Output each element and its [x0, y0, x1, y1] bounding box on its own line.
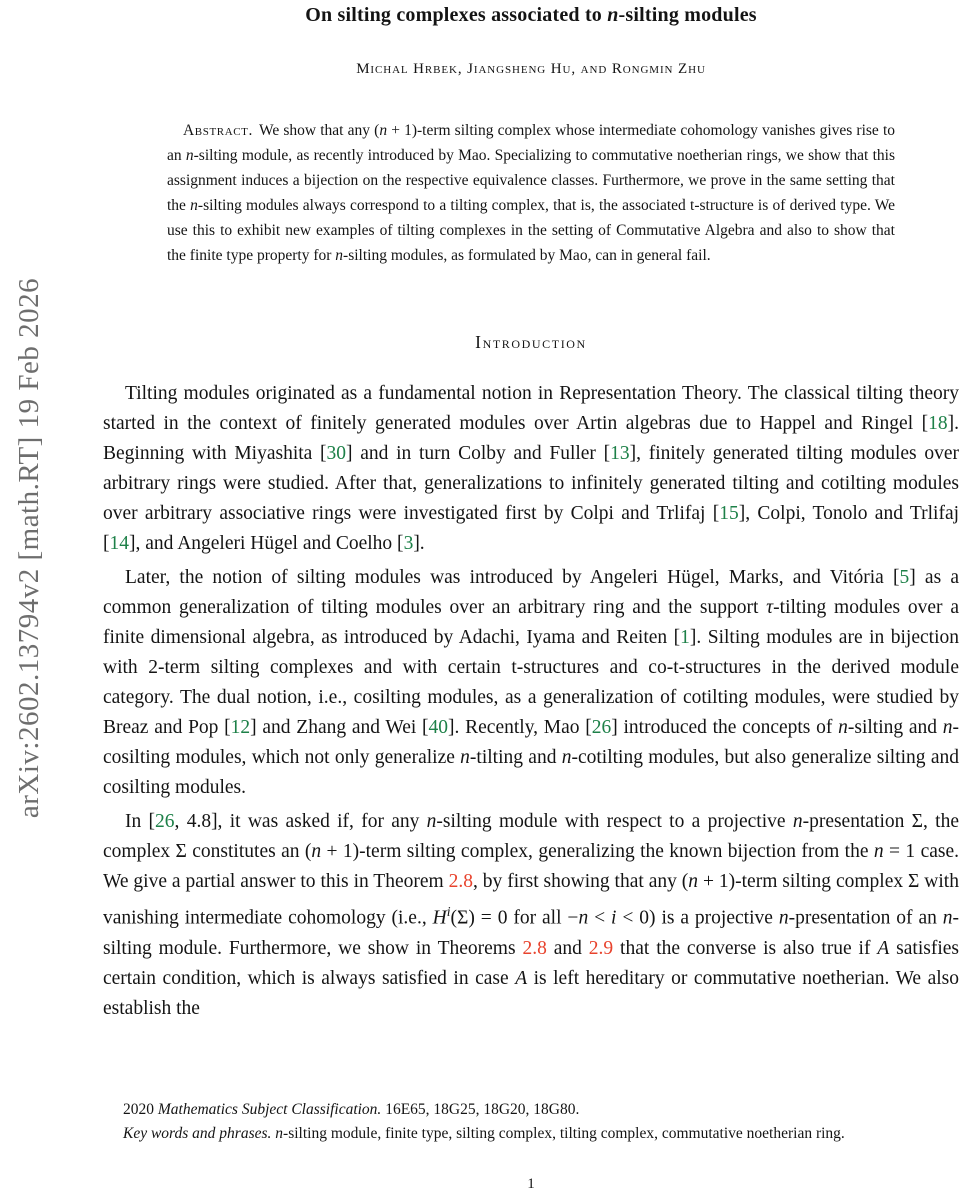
math-variable: H: [432, 907, 447, 929]
text-run: ] introduced the concepts of: [611, 717, 839, 738]
math-variable: n: [778, 907, 789, 929]
citation-link[interactable]: 1: [680, 627, 690, 648]
footnote-msc: [103, 1098, 959, 1122]
text-run: ], Colpi, Tonolo and Trlifaj [: [103, 503, 960, 554]
math-variable: A: [515, 967, 528, 989]
text-run: + 1)-term silting complex Σ with vanishing intermediate cohomology (i.e.,: [103, 871, 959, 929]
math-variable: n: [873, 841, 884, 862]
math-variable: n: [688, 871, 699, 892]
intro-paragraph-2: [103, 563, 959, 803]
math-variable: n: [379, 122, 388, 139]
theorem-ref-link[interactable]: 2.8: [522, 937, 547, 959]
math-variable: n: [607, 4, 619, 26]
text-run: -silting modules always correspond to a tilting complex, that is, the associated t-structure is of derived type. We use this to exhibit new examples of tilting complexes in the setting of Commutative Algebra and also to show that the finite type property for: [167, 197, 896, 264]
citation-link[interactable]: 3: [403, 533, 414, 554]
text-run: -presentation of an: [788, 907, 943, 929]
page-number: 1: [527, 1176, 535, 1192]
intro-paragraph-3: [103, 807, 959, 1024]
citation-link[interactable]: 26: [155, 811, 175, 832]
math-variable: n: [561, 747, 572, 768]
text-run: Later, the notion of silting modules was introduced by Angeleri Hügel, Marks, and Vitória [: [125, 567, 900, 588]
math-variable: n: [275, 1125, 284, 1142]
text-run: -silting module. Furthermore, we show in Theorems: [103, 907, 960, 959]
paper-authors: Michal Hrbek, Jiangsheng Hu, and Rongmin Zhu: [356, 61, 706, 77]
text-run: -silting module with respect to a projective: [436, 811, 793, 832]
theorem-ref-link[interactable]: 2.8: [448, 871, 473, 892]
text-run: -cosilting modules, which not only generalize: [103, 717, 959, 768]
section-heading-introduction: Introduction: [475, 332, 587, 352]
citation-link[interactable]: 40: [428, 717, 449, 738]
arxiv-watermark: arXiv:2602.13794v2 [math.RT] 19 Feb 2026: [13, 277, 45, 819]
text-run: = 1 case. We give a partial answer to this in Theorem: [103, 841, 960, 892]
text-run: , 4.8], it was asked if, for any: [174, 811, 427, 832]
citation-link[interactable]: 14: [109, 533, 129, 554]
text-run: Tilting modules originated as a fundamental notion in Representation Theory. The classical tilting theory started in the context of finitely generated modules over Artin algebras due to Happel and Ringel [: [103, 383, 959, 434]
text-run: -silting module, as recently introduced by Mao. Specializing to commutative noetherian rings, we show that this assignment induces a bijection on the respective equivalence classes. Furthermore, we prove in the same setting that the: [167, 147, 895, 214]
text-run: that the converse is also true if: [613, 937, 878, 959]
theorem-ref-link[interactable]: 2.9: [588, 937, 614, 959]
text-run: < 0) is a projective: [616, 907, 779, 929]
text-run: 16E65, 18G25, 18G20, 18G80.: [381, 1101, 580, 1118]
text-run: -silting modules: [618, 4, 757, 26]
math-variable: Key words and phrases.: [123, 1125, 272, 1142]
footnote-keywords: [103, 1122, 959, 1146]
math-variable: n: [578, 907, 589, 929]
text-run: and: [546, 937, 589, 959]
text-run: satisfies certain condition, which is always satisfied in case: [103, 937, 959, 989]
math-variable: n: [311, 841, 322, 862]
text-run: 2020: [123, 1101, 158, 1118]
math-variable: n: [185, 147, 194, 164]
math-variable: n: [792, 811, 803, 832]
text-run: -silting module, finite type, silting complex, tilting complex, commutative noetherian ring.: [283, 1125, 845, 1142]
math-variable: A: [877, 937, 890, 959]
text-run: , by first showing that any (: [472, 871, 689, 892]
citation-link[interactable]: 26: [591, 717, 612, 738]
text-run: + 1)-term silting complex whose intermediate cohomology vanishes gives rise to an: [167, 122, 895, 164]
text-run: ]. Silting modules are in bijection with 2-term silting complexes and with certain t-structures and co-t-structures in the derived module category. The dual notion, i.e., cosilting modules, as a generalization of cotilting modules, were studied by Breaz and Pop [: [103, 627, 959, 738]
text-run: In [: [125, 811, 156, 832]
citation-link[interactable]: 18: [928, 413, 948, 434]
text-run: ] and in turn Colby and Fuller [: [346, 443, 611, 464]
citation-link[interactable]: 5: [899, 567, 910, 588]
math-variable: n: [942, 717, 953, 738]
math-superscript: i: [446, 904, 451, 919]
paper-content: [103, 0, 959, 1028]
text-run: ].: [413, 533, 425, 554]
text-run: + 1)-term silting complex, generalizing the known bijection from the: [321, 841, 874, 862]
math-variable: i: [611, 907, 617, 929]
citation-link[interactable]: 30: [326, 443, 347, 464]
abstract-label: Abstract.: [183, 122, 253, 139]
text-run: -cotilting modules, but also generalize silting and cosilting modules.: [103, 747, 959, 798]
math-variable: n: [460, 747, 470, 768]
math-variable: n: [426, 811, 437, 832]
citation-link[interactable]: 13: [610, 443, 630, 464]
math-variable: n: [838, 717, 848, 738]
text-run: -tilting modules over a finite dimensional algebra, as introduced by Adachi, Iyama and Reiten [: [103, 597, 959, 648]
text-run: -presentation Σ, the complex Σ constitutes an (: [103, 811, 959, 862]
math-variable: n: [942, 907, 953, 929]
footnote-block: [103, 1098, 959, 1146]
text-run: We show that any (: [258, 122, 380, 139]
text-run: <: [588, 907, 612, 929]
text-run: ]. Recently, Mao [: [448, 717, 592, 738]
text-run: -silting modules, as formulated by Mao, can in general fail.: [343, 247, 711, 264]
paper-title: [103, 0, 959, 27]
text-run: ], finitely generated tilting modules over arbitrary rings were studied. After that, generalizations to infinitely generated tilting and cotilting modules over arbitrary associative rings were investigated first by Colpi and Trlifaj [: [103, 443, 959, 524]
text-run: ]. Beginning with Miyashita [: [103, 413, 959, 464]
citation-link[interactable]: 15: [719, 503, 739, 524]
citation-link[interactable]: 12: [230, 717, 251, 738]
text-run: (Σ) = 0 for all −: [450, 907, 579, 929]
math-variable: n: [335, 247, 344, 264]
text-run: ] as a common generalization of tilting modules over an arbitrary ring and the support: [103, 567, 959, 618]
text-run: ] and Zhang and Wei [: [250, 717, 429, 738]
text-run: ], and Angeleri Hügel and Coelho [: [129, 533, 404, 554]
intro-paragraph-1: [103, 379, 959, 559]
text-run: On silting complexes associated to: [305, 4, 608, 26]
math-variable: τ: [766, 597, 774, 618]
text-run: -silting and: [847, 717, 943, 738]
text-run: is left hereditary or commutative noetherian. We also establish the: [103, 967, 959, 1019]
math-variable: n: [190, 197, 198, 214]
abstract-text: [167, 122, 895, 264]
math-variable: Mathematics Subject Classification.: [157, 1101, 382, 1118]
abstract-block: [103, 118, 959, 268]
text-run: -tilting and: [469, 747, 562, 768]
